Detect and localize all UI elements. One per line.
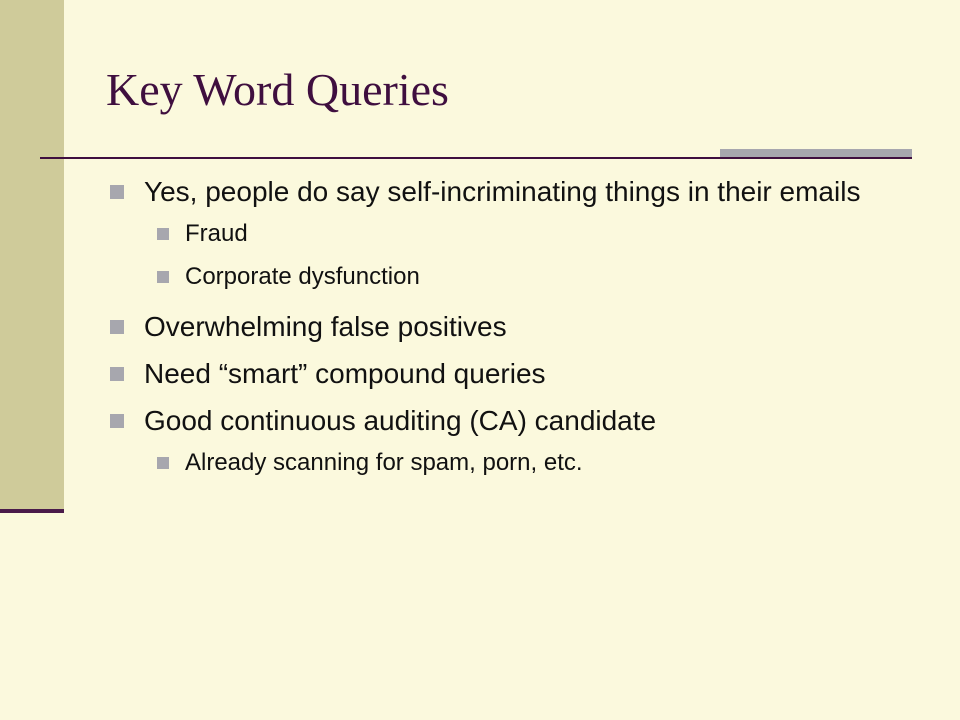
bullet-text: Need “smart” compound queries <box>144 358 546 389</box>
title-divider <box>40 157 720 159</box>
bullet-text: Fraud <box>185 220 248 247</box>
square-bullet-icon <box>157 228 169 240</box>
square-bullet-icon <box>110 367 124 381</box>
square-bullet-icon <box>157 457 169 469</box>
left-accent-underline <box>0 509 64 513</box>
bullet-item <box>110 357 910 391</box>
sub-bullet-item <box>110 448 910 478</box>
square-bullet-icon <box>157 271 169 283</box>
bullet-text: Overwhelming false positives <box>144 311 507 342</box>
left-accent-bar <box>0 0 64 512</box>
bullet-text: Yes, people do say self-incriminating things in their emails <box>144 176 861 207</box>
square-bullet-icon <box>110 185 124 199</box>
bullet-item <box>110 175 910 209</box>
sub-bullet-item <box>110 262 910 292</box>
bullet-text: Already scanning for spam, porn, etc. <box>185 449 583 476</box>
square-bullet-icon <box>110 414 124 428</box>
bullet-text: Good continuous auditing (CA) candidate <box>144 405 657 436</box>
bullet-list <box>110 175 910 478</box>
sub-bullet-item <box>110 219 910 249</box>
bullet-text: Corporate dysfunction <box>185 263 420 290</box>
slide-title: Key Word Queries <box>106 64 449 115</box>
bullet-item <box>110 310 910 344</box>
title-divider-line <box>720 157 912 159</box>
square-bullet-icon <box>110 320 124 334</box>
bullet-item <box>110 404 910 438</box>
